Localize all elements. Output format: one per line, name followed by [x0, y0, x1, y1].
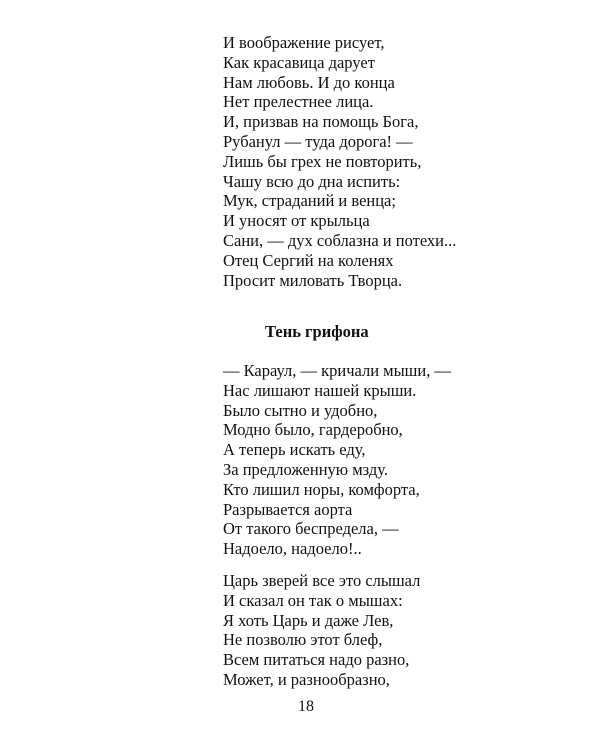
poem-line: Как красавица дарует	[223, 52, 375, 72]
poem-line: Может, и разнообразно,	[223, 669, 390, 689]
poem-line: — Караул, — кричали мыши, —	[223, 361, 451, 380]
poem-line: Просит миловать Творца.	[223, 270, 403, 290]
poem-line: Надоело, надоело!..	[223, 539, 362, 559]
poem-line: Модно было, гардеробно,	[223, 420, 403, 440]
poem-line: Не позволю этот блеф,	[223, 630, 383, 650]
poem-line: И воображение рисует,	[223, 33, 385, 52]
poem-line: И уносят от крыльца	[223, 211, 370, 231]
poem-line: Нам любовь. И до конца	[223, 72, 395, 92]
poem-title: Тень грифона	[265, 322, 369, 341]
poem-line: Кто лишил норы, комфорта,	[223, 479, 420, 499]
poem-line: За предложенную мзду.	[223, 459, 389, 479]
poem-line: Нет прелестнее лица.	[223, 92, 374, 112]
poem-line: От такого беспредела, —	[223, 519, 399, 539]
page-number: 18	[298, 698, 314, 715]
poem-line: Чашу всю до дна испить:	[223, 171, 401, 191]
poem-stanza-1	[223, 361, 553, 559]
poem-line: Мук, страданий и венца;	[223, 191, 396, 211]
poem-line: Царь зверей все это слышал	[223, 571, 421, 590]
poem-line: И, призвав на помощь Бога,	[223, 112, 419, 132]
poem-line: А теперь искать еду,	[223, 440, 366, 460]
poem-line: Лишь бы грех не повторить,	[223, 151, 422, 171]
poem-line: Сани, — дух соблазна и потехи...	[223, 230, 457, 250]
poem-line: Отец Сергий на коленях	[223, 250, 394, 270]
poem-stanza-2	[223, 571, 553, 690]
poem-line: Я хоть Царь и даже Лев,	[223, 610, 394, 630]
poem-line: Разрывается аорта	[223, 499, 353, 519]
poem-line: Нас лишают нашей крыши.	[223, 380, 417, 400]
poem-line: Было сытно и удобно,	[223, 400, 378, 420]
poem-line: И сказал он так о мышах:	[223, 590, 403, 610]
poem-continuation	[223, 33, 553, 290]
poem-line: Всем питаться надо разно,	[223, 650, 410, 670]
poem-line: Рубанул — туда дорога! —	[223, 131, 413, 151]
